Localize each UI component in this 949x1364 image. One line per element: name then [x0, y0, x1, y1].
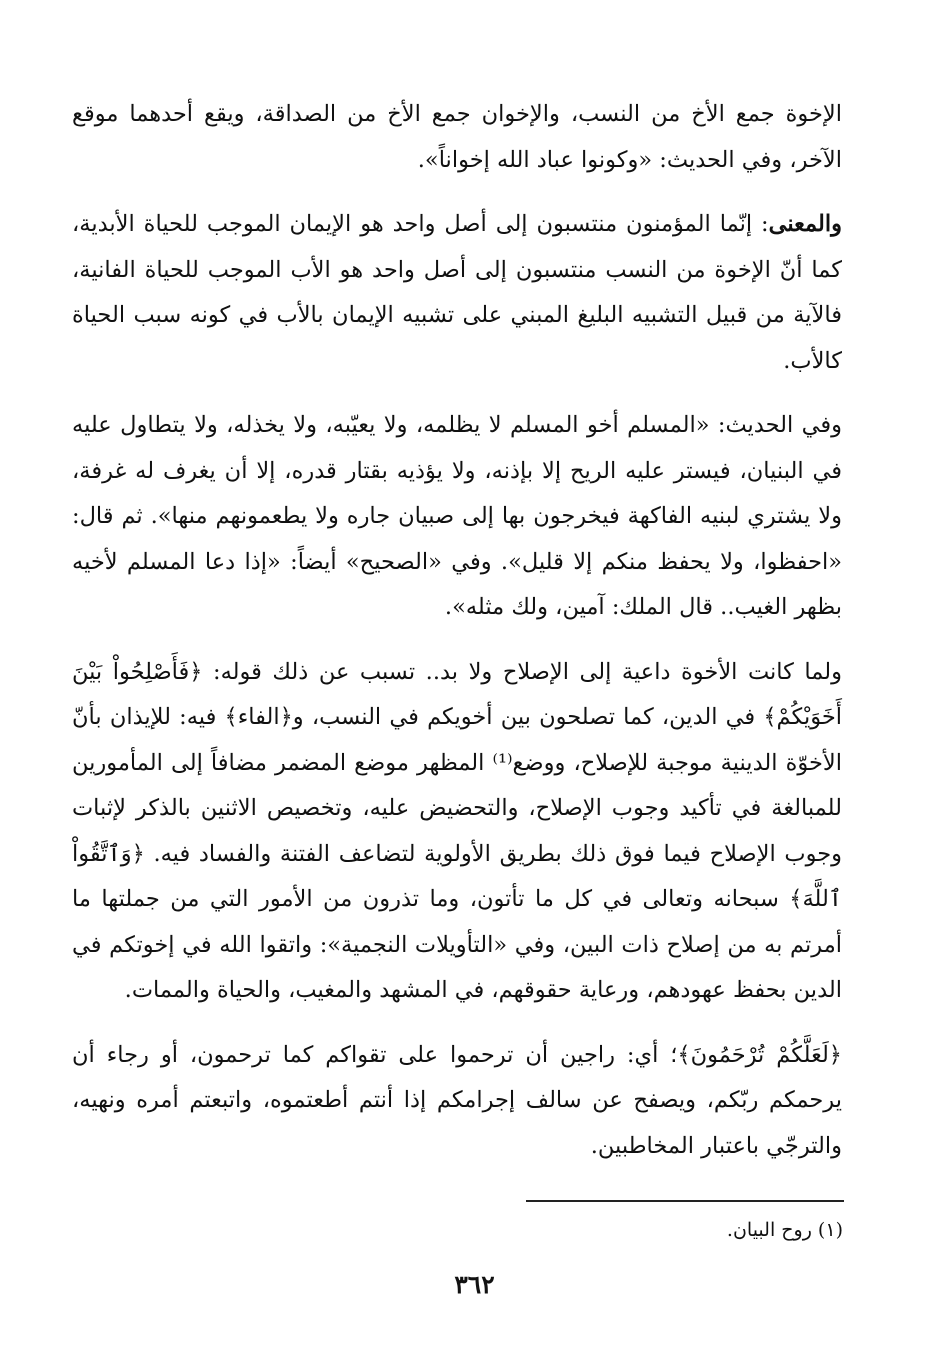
paragraph-3: وفي الحديث: «المسلم أخو المسلم لا يظلمه، ولا يعيّبه، ولا يخذله، ولا يتطاول عليه في البنيان، فيستر عليه الريح إلا بإذنه، ولا يؤذيه بقتار قدره، إلا أن يغرف له غرفة، ولا يشتري لبنيه الفاكهة فيخرجون بها إلى صبيان جاره ولا يطعمونهم منها». ثم قال: «احفظوا، ولا يحفظ منكم إلا قليل». وفي «الصحيح» أيضاً: «إذا دعا المسلم لأخيه بظهر الغيب.. قال الملك: آمين، ولك مثله».	[72, 412, 842, 620]
page-body	[72, 92, 842, 1188]
paragraph-2	[72, 202, 842, 384]
paragraph-2-lead: والمعنى	[768, 211, 842, 237]
footnote-divider	[526, 1200, 844, 1202]
paragraph-4: ولما كانت الأخوة داعية إلى الإصلاح ولا بد.. تسبب عن ذلك قوله: ﴿فَأَصْلِحُواْ بَيْنَ أَخَوَيْكُمْ﴾ في الدين، كما تصلحون بين أخويكم في النسب، و﴿الفاء﴾ فيه: للإيذان بأنّ الأخوّة الدينية موجبة للإصلاح، ووضع⁽¹⁾ المظهر موضع المضمر مضافاً إلى المأمورين للمبالغة في تأكيد وجوب الإصلاح، والتحضيض عليه، وتخصيص الاثنين بالذكر لإثبات وجوب الإصلاح فيما فوق ذلك بطريق الأولوية لتضاعف الفتنة والفساد فيه. ﴿وَٱتَّقُواْ ٱللَّهَ﴾ سبحانه وتعالى في كل ما تأتون، وما تذرون من الأمور التي من جملتها ما أمرتم به من إصلاح ذات البين، وفي «التأويلات النجمية»: واتقوا الله في إخوتكم في الدين بحفظ عهودهم، ورعاية حقوقهم، في المشهد والمغيب، والحياة والممات.	[72, 658, 842, 1003]
paragraph-5: ﴿لَعَلَّكُمْ تُرْحَمُونَ﴾؛ أي: راجين أن ترحموا على تقواكم كما ترحمون، أو رجاء أن يرحمكم ربّكم، ويصفح عن سالف إجرامكم إذا أنتم أطعتموه، واتبعتم أمره ونهيه، والترجّي باعتبار المخاطبين.	[72, 1041, 842, 1159]
paragraph-1: الإخوة جمع الأخ من النسب، والإخوان جمع الأخ من الصداقة، ويقع أحدهما موقع الآخر، وفي الحديث: «وكونوا عباد الله إخواناً».	[72, 101, 842, 173]
footnote: (١) روح البيان.	[726, 1219, 843, 1241]
paragraph-2-text: : إنّما المؤمنون منتسبون إلى أصل واحد هو الإيمان الموجب للحياة الأبدية، كما أنّ الإخوة من النسب منتسبون إلى أصل واحد هو الأب الموجب للحياة الفانية، فالآية من قبيل التشبيه البليغ المبني على تشبيه الإيمان بالأب في كونه سبب الحياة كالأب.	[72, 211, 842, 374]
page-number: ٣٦٢	[454, 1270, 495, 1299]
